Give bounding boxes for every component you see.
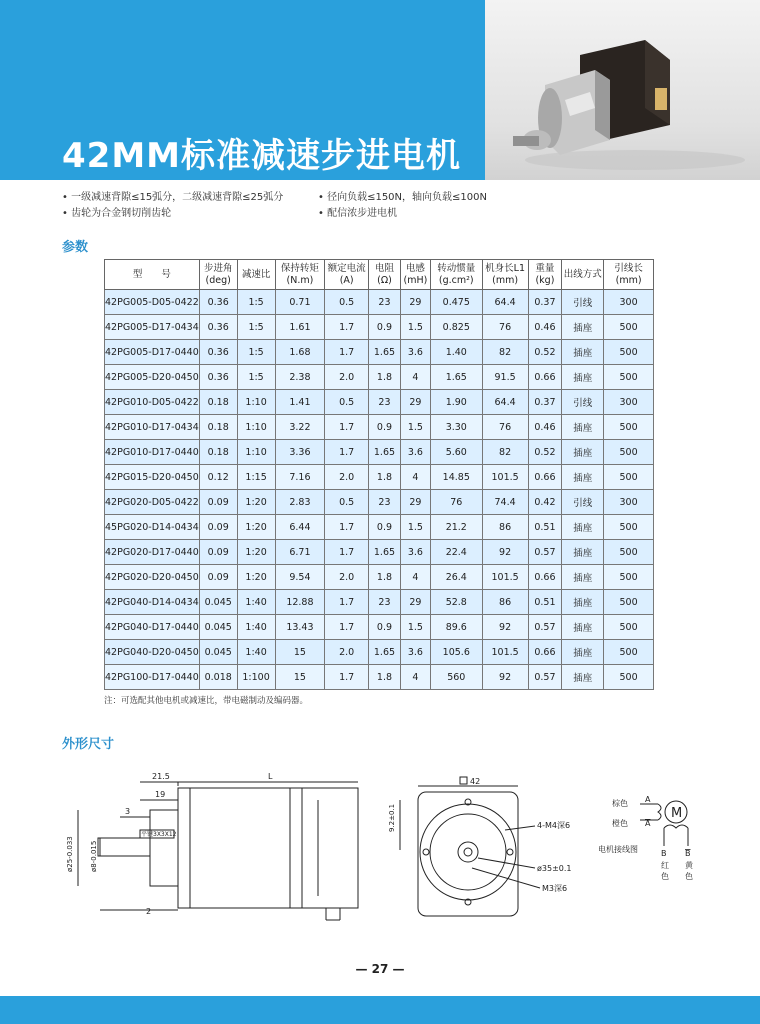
table-cell: 0.09 <box>199 490 237 515</box>
table-cell: 1.7 <box>325 340 369 365</box>
table-cell: 0.52 <box>528 440 562 465</box>
table-cell: 15 <box>275 665 325 690</box>
table-cell: 1.7 <box>325 615 369 640</box>
table-cell: 1.5 <box>400 515 430 540</box>
header-label: 转动惯量 <box>437 262 476 274</box>
table-cell: 0.51 <box>528 590 562 615</box>
header-unit: (mH) <box>403 274 428 286</box>
table-cell: 0.36 <box>199 365 237 390</box>
table-cell: 91.5 <box>482 365 528 390</box>
table-cell: 101.5 <box>482 640 528 665</box>
table-cell: 1.5 <box>400 615 430 640</box>
table-row <box>105 390 654 415</box>
table-cell: 1.7 <box>325 590 369 615</box>
table-cell: 2.0 <box>325 465 369 490</box>
table-cell: 42PG005-D17-0434 <box>105 315 200 340</box>
title-banner <box>0 0 485 180</box>
table-cell: 1.90 <box>430 390 482 415</box>
wire-color: 色 <box>661 872 669 881</box>
table-cell: 500 <box>604 665 654 690</box>
table-cell: 86 <box>482 515 528 540</box>
table-cell: 82 <box>482 340 528 365</box>
table-cell: 0.66 <box>528 640 562 665</box>
table-row <box>105 490 654 515</box>
dim-3: 3 <box>125 807 131 816</box>
table-cell: 42PG040-D17-0440 <box>105 615 200 640</box>
feature-item: • 配信浓步进电机 <box>318 206 487 222</box>
table-row <box>105 615 654 640</box>
table-note: 注：可选配其他电机或减速比，带电磁制动及编码器。 <box>104 696 309 706</box>
table-cell: 42PG020-D17-0440 <box>105 540 200 565</box>
table-cell: 29 <box>400 390 430 415</box>
header-label: 机身长L1 <box>485 262 526 274</box>
table-cell: 1.65 <box>369 540 401 565</box>
table-cell: 1:15 <box>237 465 275 490</box>
table-cell: 29 <box>400 590 430 615</box>
wire-red: 红 <box>661 861 669 870</box>
bottom-bar <box>0 996 760 1024</box>
table-cell: 500 <box>604 340 654 365</box>
dimension-drawing <box>0 760 760 960</box>
table-cell: 101.5 <box>482 465 528 490</box>
table-cell: 0.36 <box>199 340 237 365</box>
table-cell: 1.61 <box>275 315 325 340</box>
table-cell: 23 <box>369 490 401 515</box>
table-cell: 1.8 <box>369 365 401 390</box>
table-cell: 52.8 <box>430 590 482 615</box>
product-photo <box>485 0 760 180</box>
table-cell: 1.68 <box>275 340 325 365</box>
table-cell: 500 <box>604 415 654 440</box>
table-cell: 2.0 <box>325 365 369 390</box>
table-cell: 4 <box>400 665 430 690</box>
table-cell: 0.18 <box>199 440 237 465</box>
table-cell: 1.65 <box>369 340 401 365</box>
table-cell: 23 <box>369 290 401 315</box>
table-row <box>105 415 654 440</box>
section-dims-title: 外形尺寸 <box>62 737 115 752</box>
table-cell: 105.6 <box>430 640 482 665</box>
table-cell: 42PG010-D17-0434 <box>105 415 200 440</box>
table-cell: 101.5 <box>482 565 528 590</box>
table-cell: 3.6 <box>400 540 430 565</box>
table-cell: 1:100 <box>237 665 275 690</box>
table-cell: 3.36 <box>275 440 325 465</box>
dim-L: L <box>268 772 273 781</box>
table-cell: 0.66 <box>528 365 562 390</box>
feature-item: • 径向负载≤150N，轴向负载≤100N <box>318 190 487 206</box>
table-cell: 2.38 <box>275 365 325 390</box>
dim-m3: M3深6 <box>542 884 568 893</box>
table-cell: 插座 <box>562 665 604 690</box>
table-cell: 42PG005-D05-0422 <box>105 290 200 315</box>
table-cell: 4 <box>400 365 430 390</box>
table-cell: 0.18 <box>199 415 237 440</box>
table-cell: 1:5 <box>237 365 275 390</box>
table-header-cell <box>400 260 430 290</box>
table-cell: 500 <box>604 640 654 665</box>
table-cell: 插座 <box>562 440 604 465</box>
table-cell: 0.57 <box>528 665 562 690</box>
table-cell: 21.2 <box>430 515 482 540</box>
table-cell: 0.36 <box>199 290 237 315</box>
table-row <box>105 315 654 340</box>
table-cell: 500 <box>604 315 654 340</box>
table-cell: 42PG005-D20-0450 <box>105 365 200 390</box>
dim-4m4: 4-M4深6 <box>537 821 571 830</box>
table-cell: 1.41 <box>275 390 325 415</box>
table-cell: 0.46 <box>528 415 562 440</box>
table-cell: 23 <box>369 390 401 415</box>
table-cell: 0.18 <box>199 390 237 415</box>
table-header-row <box>105 260 654 290</box>
table-row <box>105 565 654 590</box>
table-cell: 插座 <box>562 315 604 340</box>
table-cell: 42PG040-D20-0450 <box>105 640 200 665</box>
header-label: 引线长(mm) <box>614 262 643 286</box>
table-body <box>105 290 654 690</box>
table-cell: 1:40 <box>237 615 275 640</box>
table-cell: 42PG100-D17-0440 <box>105 665 200 690</box>
table-cell: 0.71 <box>275 290 325 315</box>
table-cell: 5.60 <box>430 440 482 465</box>
table-row <box>105 640 654 665</box>
table-cell: 500 <box>604 540 654 565</box>
spec-table <box>104 259 654 690</box>
table-cell: 0.66 <box>528 565 562 590</box>
table-cell: 42PG020-D05-0422 <box>105 490 200 515</box>
table-cell: 1.65 <box>430 365 482 390</box>
table-cell: 1.5 <box>400 315 430 340</box>
wire-orange: 橙色 <box>612 819 628 828</box>
table-cell: 3.6 <box>400 640 430 665</box>
table-cell: 0.5 <box>325 490 369 515</box>
table-header-cell <box>562 260 604 290</box>
table-cell: 0.46 <box>528 315 562 340</box>
header-unit: (N.m) <box>286 274 314 286</box>
front-view <box>400 777 540 916</box>
table-cell: 引线 <box>562 490 604 515</box>
table-cell: 1.65 <box>369 440 401 465</box>
table-cell: 42PG005-D17-0440 <box>105 340 200 365</box>
table-cell: 0.09 <box>199 565 237 590</box>
table-cell: 插座 <box>562 540 604 565</box>
table-row <box>105 465 654 490</box>
page-number: — 27 — <box>355 962 405 976</box>
table-cell: 82 <box>482 440 528 465</box>
table-row <box>105 590 654 615</box>
table-cell: 86 <box>482 590 528 615</box>
page-title: 42MM标准减速步进电机 <box>62 136 461 176</box>
table-cell: 9.54 <box>275 565 325 590</box>
table-cell: 300 <box>604 490 654 515</box>
table-cell: 0.42 <box>528 490 562 515</box>
header-unit: (Ω) <box>377 274 392 286</box>
table-header-cell <box>528 260 562 290</box>
table-header-cell <box>237 260 275 290</box>
dim-21-5: 21.5 <box>152 772 170 781</box>
dim-2: 2 <box>146 907 152 916</box>
table-cell: 300 <box>604 290 654 315</box>
table-cell: 1:5 <box>237 290 275 315</box>
table-cell: 15 <box>275 640 325 665</box>
table-cell: 92 <box>482 665 528 690</box>
table-cell: 23 <box>369 590 401 615</box>
table-cell: 0.12 <box>199 465 237 490</box>
table-cell: 64.4 <box>482 390 528 415</box>
table-cell: 1:10 <box>237 390 275 415</box>
table-cell: 1:5 <box>237 340 275 365</box>
header-unit: (kg) <box>535 274 555 286</box>
table-header-cell <box>604 260 654 290</box>
table-cell: 0.9 <box>369 415 401 440</box>
header-label: 重量 <box>535 262 555 274</box>
header-label: 出线方式 <box>563 268 602 280</box>
table-cell: 引线 <box>562 390 604 415</box>
header-label: 保持转矩 <box>280 262 319 274</box>
table-cell: 插座 <box>562 640 604 665</box>
table-cell: 1:40 <box>237 590 275 615</box>
table-cell: 29 <box>400 290 430 315</box>
table-cell: 42PG010-D17-0440 <box>105 440 200 465</box>
table-cell: 1.8 <box>369 465 401 490</box>
table-cell: 500 <box>604 465 654 490</box>
table-cell: 500 <box>604 590 654 615</box>
table-cell: 1.5 <box>400 415 430 440</box>
table-header-cell <box>325 260 369 290</box>
dim-dia35: ø35±0.1 <box>537 864 572 873</box>
header-label: 额定电流 <box>327 262 366 274</box>
table-cell: 插座 <box>562 515 604 540</box>
table-cell: 500 <box>604 615 654 640</box>
table-cell: 1.8 <box>369 565 401 590</box>
feature-item: • 齿轮为合金钢切削齿轮 <box>62 206 283 222</box>
table-cell: 1.7 <box>325 540 369 565</box>
table-cell: 3.22 <box>275 415 325 440</box>
table-cell: 500 <box>604 365 654 390</box>
table-cell: 1.40 <box>430 340 482 365</box>
table-cell: 2.0 <box>325 565 369 590</box>
table-cell: 0.5 <box>325 290 369 315</box>
table-cell: 0.9 <box>369 515 401 540</box>
header-label: 电感 <box>405 262 425 274</box>
table-cell: 0.5 <box>325 390 369 415</box>
table-header-cell <box>199 260 237 290</box>
table-cell: 3.30 <box>430 415 482 440</box>
table-cell: 0.51 <box>528 515 562 540</box>
table-cell: 1.7 <box>325 315 369 340</box>
table-cell: 0.09 <box>199 515 237 540</box>
features-right <box>318 190 487 222</box>
table-cell: 插座 <box>562 340 604 365</box>
table-cell: 0.66 <box>528 465 562 490</box>
table-cell: 12.88 <box>275 590 325 615</box>
table-cell: 0.9 <box>369 315 401 340</box>
wire-B: B <box>661 849 667 858</box>
wire-yellow: 黄 <box>685 861 693 870</box>
table-cell: 500 <box>604 440 654 465</box>
table-cell: 560 <box>430 665 482 690</box>
table-cell: 0.018 <box>199 665 237 690</box>
dim-key: 平键3X3X12 <box>141 831 177 838</box>
table-cell: 6.71 <box>275 540 325 565</box>
table-cell: 13.43 <box>275 615 325 640</box>
header-label: 步进角 <box>203 262 233 274</box>
table-cell: 64.4 <box>482 290 528 315</box>
dim-42: 42 <box>470 777 481 786</box>
wire-A: A <box>645 795 651 804</box>
table-cell: 0.825 <box>430 315 482 340</box>
table-cell: 引线 <box>562 290 604 315</box>
table-header-cell <box>369 260 401 290</box>
table-cell: 42PG040-D14-0434 <box>105 590 200 615</box>
wire-diagram-label: 电机接线图 <box>598 845 638 854</box>
table-row <box>105 340 654 365</box>
header-unit: (deg) <box>205 274 231 286</box>
table-cell: 29 <box>400 490 430 515</box>
table-cell: 7.16 <box>275 465 325 490</box>
table-cell: 0.37 <box>528 390 562 415</box>
table-cell: 6.44 <box>275 515 325 540</box>
table-cell: 0.475 <box>430 290 482 315</box>
table-cell: 92 <box>482 615 528 640</box>
section-params-title: 参数 <box>62 240 89 255</box>
table-cell: 插座 <box>562 590 604 615</box>
table-row <box>105 665 654 690</box>
table-cell: 42PG015-D20-0450 <box>105 465 200 490</box>
table-cell: 0.045 <box>199 590 237 615</box>
table-cell: 1.65 <box>369 640 401 665</box>
table-cell: 1.7 <box>325 665 369 690</box>
dim-9-2: 9.2±0.1 <box>388 803 396 832</box>
table-row <box>105 515 654 540</box>
table-cell: 76 <box>482 315 528 340</box>
table-cell: 0.045 <box>199 640 237 665</box>
table-cell: 插座 <box>562 465 604 490</box>
wire-Abar: A <box>645 819 651 828</box>
header-label: 电阻 <box>374 262 394 274</box>
table-cell: 500 <box>604 515 654 540</box>
header-label: 减速比 <box>241 268 271 280</box>
motor-M: M <box>671 806 683 821</box>
table-row <box>105 440 654 465</box>
table-cell: 0.57 <box>528 540 562 565</box>
table-cell: 0.37 <box>528 290 562 315</box>
table-header-cell <box>482 260 528 290</box>
table-cell: 74.4 <box>482 490 528 515</box>
table-cell: 1:40 <box>237 640 275 665</box>
wire-brown: 棕色 <box>612 799 628 808</box>
table-cell: 插座 <box>562 565 604 590</box>
wire-color2: 色 <box>685 872 693 881</box>
table-header-cell <box>430 260 482 290</box>
table-cell: 92 <box>482 540 528 565</box>
table-cell: 1:10 <box>237 415 275 440</box>
features-left <box>62 190 283 222</box>
dim-dia8: ø8-0.015 <box>90 840 98 872</box>
table-cell: 0.52 <box>528 340 562 365</box>
table-cell: 3.6 <box>400 340 430 365</box>
table-cell: 1.8 <box>369 665 401 690</box>
header-unit: (A) <box>339 274 354 286</box>
table-cell: 1:20 <box>237 565 275 590</box>
table-cell: 42PG010-D05-0422 <box>105 390 200 415</box>
table-cell: 2.83 <box>275 490 325 515</box>
table-cell: 1:20 <box>237 490 275 515</box>
table-cell: 1:10 <box>237 440 275 465</box>
table-cell: 14.85 <box>430 465 482 490</box>
table-cell: 0.36 <box>199 315 237 340</box>
table-cell: 2.0 <box>325 640 369 665</box>
table-cell: 4 <box>400 565 430 590</box>
table-cell: 插座 <box>562 615 604 640</box>
table-cell: 1.7 <box>325 440 369 465</box>
header-unit: (g.cm²) <box>438 274 474 286</box>
table-row <box>105 365 654 390</box>
feature-item: • 一级减速背隙≤15弧分，二级减速背隙≤25弧分 <box>62 190 283 206</box>
header-label: 型 号 <box>132 268 171 280</box>
table-cell: 45PG020-D14-0434 <box>105 515 200 540</box>
side-view <box>78 782 358 920</box>
table-cell: 1.7 <box>325 415 369 440</box>
table-cell: 0.57 <box>528 615 562 640</box>
table-cell: 76 <box>430 490 482 515</box>
table-cell: 插座 <box>562 365 604 390</box>
dim-19: 19 <box>155 790 166 799</box>
table-cell: 76 <box>482 415 528 440</box>
table-cell: 1:5 <box>237 315 275 340</box>
table-cell: 插座 <box>562 415 604 440</box>
table-row <box>105 540 654 565</box>
dim-dia25: ø25-0.033 <box>66 836 74 872</box>
table-cell: 1:20 <box>237 540 275 565</box>
table-row <box>105 290 654 315</box>
wire-Bbar: B <box>685 849 691 858</box>
table-cell: 89.6 <box>430 615 482 640</box>
table-cell: 0.09 <box>199 540 237 565</box>
table-cell: 500 <box>604 565 654 590</box>
header-unit: (mm) <box>492 274 519 286</box>
table-cell: 0.045 <box>199 615 237 640</box>
table-header-cell <box>105 260 200 290</box>
table-cell: 300 <box>604 390 654 415</box>
gear-motor-image <box>485 0 760 180</box>
table-cell: 22.4 <box>430 540 482 565</box>
table-cell: 42PG020-D20-0450 <box>105 565 200 590</box>
table-cell: 0.9 <box>369 615 401 640</box>
table-cell: 3.6 <box>400 440 430 465</box>
table-cell: 1.7 <box>325 515 369 540</box>
table-cell: 4 <box>400 465 430 490</box>
table-cell: 1:20 <box>237 515 275 540</box>
table-header-cell <box>275 260 325 290</box>
table-cell: 26.4 <box>430 565 482 590</box>
